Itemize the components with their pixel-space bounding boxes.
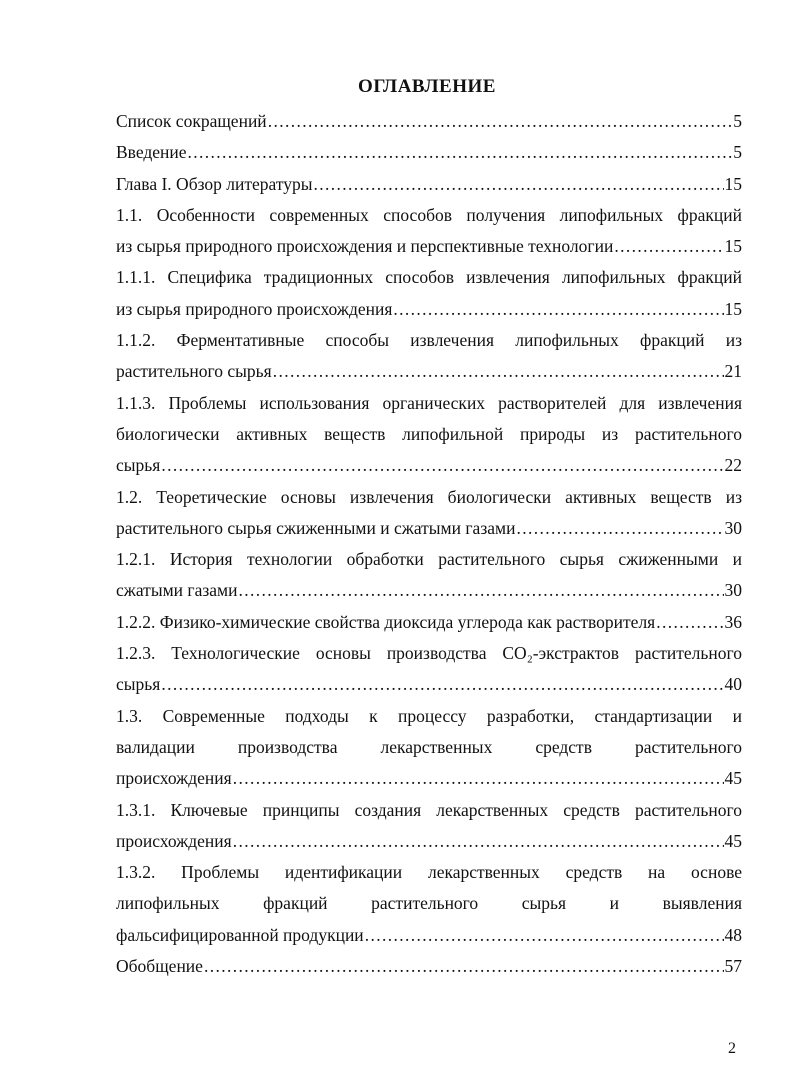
dot-leader [516, 513, 723, 544]
toc-entry-final-line [116, 106, 742, 137]
dot-leader [314, 169, 724, 200]
toc-page-number: 22 [724, 455, 742, 476]
toc-entry-text: Список сокращений [116, 111, 267, 131]
dot-leader [188, 137, 733, 168]
toc-entry [116, 137, 742, 168]
toc-entry-text: 1.2.2. Физико-химические свойства диоксида углерода как растворителя [116, 611, 656, 632]
dot-leader [268, 106, 733, 137]
toc-entry-final-line [116, 450, 742, 481]
toc-entry-final-line [116, 169, 742, 200]
toc-entry [116, 482, 742, 545]
toc-page-number: 21 [724, 361, 742, 382]
toc-page-number: 15 [724, 236, 742, 257]
toc-entry [116, 951, 742, 982]
toc-entry [116, 200, 742, 263]
dot-leader [393, 294, 723, 325]
toc-entry-line: 1.2. Теоретические основы извлечения биологически активных веществ из [116, 486, 742, 507]
toc-entry-line: 1.3.2. Проблемы идентификации лекарственных средств на основе [116, 862, 742, 883]
dot-leader [238, 575, 723, 606]
toc-entry-line: 1.1. Особенности современных способов получения липофильных фракций [116, 204, 742, 225]
toc-page-number: 15 [724, 298, 742, 319]
dot-leader [233, 763, 724, 794]
toc-entry [116, 106, 742, 137]
toc-entry [116, 544, 742, 607]
dot-leader [204, 951, 724, 982]
dot-leader [233, 826, 724, 857]
toc-page-number: 40 [724, 674, 742, 695]
toc-entry [116, 701, 742, 795]
toc-entry [116, 325, 742, 388]
toc-page-number: 45 [724, 830, 742, 851]
toc-page-number: 57 [724, 956, 742, 977]
toc-page-number: 36 [724, 611, 742, 632]
toc-entry-final-line [116, 826, 742, 857]
dot-leader [161, 450, 723, 481]
toc-entry-line: 1.1.2. Ферментативные способы извлечения липофильных фракций из [116, 330, 742, 351]
toc-page-number: 5 [733, 142, 742, 163]
dot-leader [365, 920, 724, 951]
toc-entry-line: 1.1.1. Специфика традиционных способов извлечения липофильных фракций [116, 267, 742, 288]
toc-entry-text: происхождения [116, 830, 232, 851]
toc-entry-final-line [116, 356, 742, 387]
toc-entry-text: сырья [116, 455, 161, 476]
toc-entry-text: Глава I. Обзор литературы [116, 173, 313, 194]
toc-entry-text: из сырья природного происхождения и перспективные технологии [116, 236, 614, 257]
toc-page-number: 15 [724, 173, 742, 194]
dot-leader [161, 669, 723, 700]
toc-page-number: 30 [724, 580, 742, 601]
toc-entry-line: 1.2.3. Технологические основы производства CO₂-экстрактов растительного [116, 643, 742, 664]
toc-entry-line: 1.2.1. История технологии обработки растительного сырья сжиженными и [116, 549, 742, 570]
toc-entry [116, 388, 742, 482]
toc-entry-line: 1.3.1. Ключевые принципы создания лекарственных средств растительного [116, 799, 742, 820]
toc-entry-text: происхождения [116, 768, 232, 789]
toc-entry-final-line [116, 951, 742, 982]
toc-entry-text: растительного сырья сжиженными и сжатыми газами [116, 517, 516, 538]
toc-page-number: 5 [733, 111, 742, 131]
toc-entry [116, 857, 742, 951]
toc-entry-final-line [116, 294, 742, 325]
toc-entry-line: 1.3. Современные подходы к процессу разработки, стандартизации и [116, 705, 742, 726]
toc-entry [116, 262, 742, 325]
toc-entry [116, 169, 742, 200]
toc-entry [116, 795, 742, 858]
toc-entry-final-line [116, 231, 742, 262]
toc-entry-final-line [116, 669, 742, 700]
toc-entry-text: из сырья природного происхождения [116, 298, 393, 319]
toc-entry-line: липофильных фракций растительного сырья и выявления [116, 893, 742, 914]
toc-entry-final-line [116, 137, 742, 168]
toc-entry-final-line [116, 920, 742, 951]
toc-entry-final-line [116, 607, 742, 638]
toc-entry-text: сырья [116, 674, 161, 695]
toc-page-number: 45 [724, 768, 742, 789]
toc-entry-text: сжатыми газами [116, 580, 238, 601]
dot-leader [273, 356, 724, 387]
toc-entry-text: Введение [116, 142, 187, 163]
toc-entry-line: 1.1.3. Проблемы использования органических растворителей для извлечения [116, 392, 742, 413]
toc-entry-final-line [116, 575, 742, 606]
toc-page-number: 30 [724, 517, 742, 538]
dot-leader [656, 607, 723, 638]
toc-entry-text: Обобщение [116, 956, 203, 977]
toc-entry-line: биологически активных веществ липофильной природы из растительного [116, 423, 742, 444]
toc-entry [116, 638, 742, 701]
toc-entry-text: растительного сырья [116, 361, 272, 382]
toc-page-number: 48 [724, 924, 742, 945]
toc-entry-final-line [116, 513, 742, 544]
page-title: ОГЛАВЛЕНИЕ [358, 76, 496, 97]
toc-entry-final-line [116, 763, 742, 794]
table-of-contents [116, 106, 742, 982]
toc-entry [116, 607, 742, 638]
dot-leader [614, 231, 723, 262]
toc-entry-line: валидации производства лекарственных средств растительного [116, 736, 742, 757]
page-number: 2 [728, 1040, 736, 1057]
toc-entry-text: фальсифицированной продукции [116, 924, 364, 945]
